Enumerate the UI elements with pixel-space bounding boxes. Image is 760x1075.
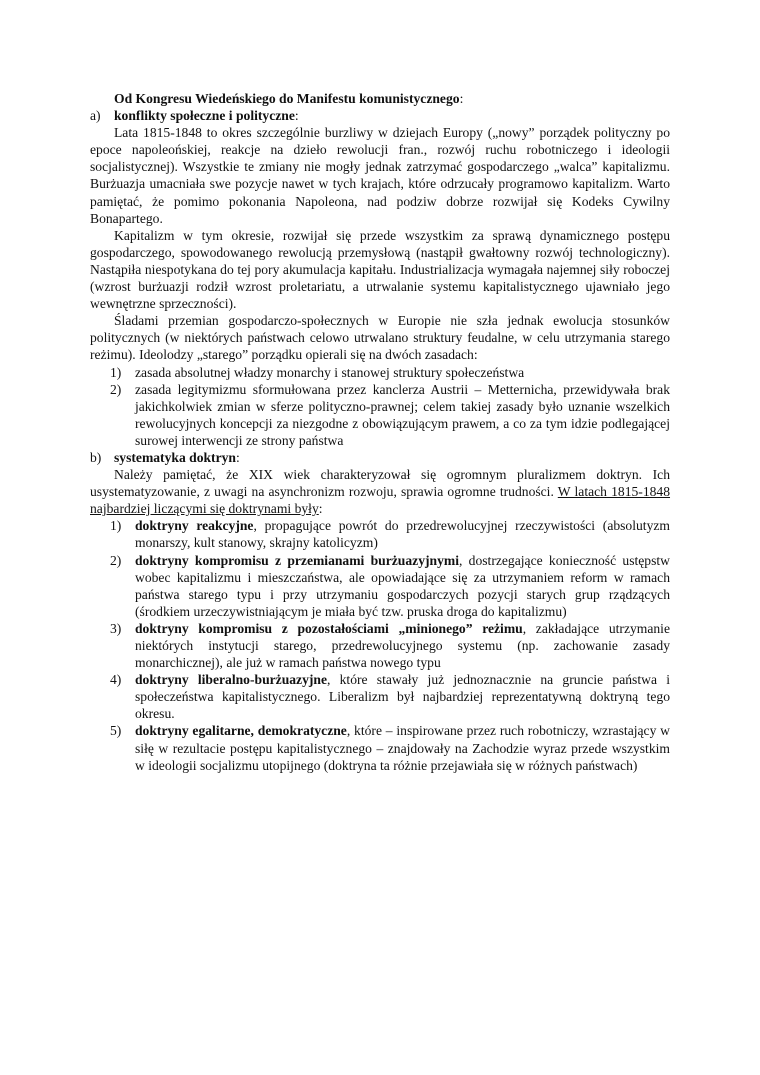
list-number: 2) bbox=[110, 381, 122, 397]
doctrine-name: doktryny egalitarne, demokratyczne bbox=[135, 723, 347, 739]
list-number: 3) bbox=[110, 620, 122, 636]
list-number: 1) bbox=[110, 364, 122, 380]
paragraph: Kapitalizm w tym okresie, rozwijał się przede wszystkim za sprawą dynamicznego postępu gospodarczego, spowodowanego rewolucją przemysłową (nastąpił gwałtowny rozwój technologiczny). Nastąpiła niespotykana do tej pory akumulacja kapitału. Industrializacja wymagała najemnej siły roboczej (wzrost burżuazji rodził wzrost proletariatu, a utrwalanie systemu kapitalistycznego ujawniało jego wewnętrzne sprzeczności). bbox=[90, 227, 670, 312]
list-item bbox=[90, 517, 670, 551]
list-number: 5) bbox=[110, 723, 122, 739]
list-number: 4) bbox=[110, 672, 122, 688]
list-text: doktryny liberalno-burżuazyjne, które stawały już jednoznacznie na gruncie państwa i społeczeństwa kapitalistycznego. Liberalizm był najbardziej reprezentatywną doktryną tego okresu. bbox=[135, 672, 670, 722]
doctrine-name: doktryny liberalno-burżuazyjne bbox=[135, 672, 327, 688]
section-heading: systematyka doktryn bbox=[114, 449, 236, 465]
section-b-heading: b) systematyka doktryn: bbox=[90, 449, 240, 465]
doctrines-list bbox=[90, 517, 670, 773]
list-text: doktryny kompromisu z pozostałościami „minionego” reżimu, zakładające utrzymanie niektórych instytucji starego, przedrewolucyjnego systemu (np. zachowanie zasady monarchicznej), ale już w ramach państwa nowego typu bbox=[135, 620, 670, 671]
section-heading: konflikty społeczne i polityczne bbox=[114, 108, 295, 124]
paragraph: Lata 1815-1848 to okres szczególnie burzliwy w dziejach Europy („nowy” porządek polityczny po epoce napoleońskiej, reakcje na dzieło rewolucji fran., rozwój ruchu robotniczego i ideologii socjalistycznej). Wszystkie te zmiany nie mogły jednak zatrzymać gospodarczego „walca” kapitalizmu. Burżuazja umacniała swe pozycje nawet w tych krajach, które odrzucały programowo kapitalizm. Warto pamiętać, że pomimo pokonania Napoleona, nad podziw dobrze rozwijał się Kodeks Cywilny Bonapartego. bbox=[90, 125, 670, 226]
document-title: Od Kongresu Wiedeńskiego do Manifestu komunistycznego: bbox=[114, 91, 464, 106]
underlined-text: W latach 1815-1848 najbardziej liczącymi się doktrynami były bbox=[90, 484, 671, 517]
list-item bbox=[90, 620, 670, 671]
list-number: 2) bbox=[110, 552, 122, 568]
list-text: doktryny egalitarne, demokratyczne, które – inspirowane przez ruch robotniczy, wzrastający w siłę w rezultacie postępu kapitalistycznego – znajdowały na Zachodzie wyraz przede wszystkim w ideologii socjalizmu utopijnego (doktryna ta różnie przejawiała się w różnych państwach) bbox=[135, 723, 670, 773]
paragraph: Śladami przemian gospodarczo-społecznych w Europie nie szła jednak ewolucja stosunków politycznych (w niektórych państwach celowo utrwalano struktury feudalne, w celu utrzymania starego reżimu). Ideolodzy „starego” porządku opierali się na dwóch zasadach: bbox=[90, 313, 670, 363]
section-marker: b) bbox=[90, 449, 102, 465]
list-item bbox=[90, 722, 670, 773]
list-item bbox=[90, 381, 670, 449]
list-item bbox=[90, 552, 670, 620]
list-item bbox=[90, 364, 670, 381]
list-text: doktryny reakcyjne, propagujące powrót do przedrewolucyjnej rzeczywistości (absolutyzm monarszy, kult stanowy, skrajny katolicyzm) bbox=[135, 518, 670, 551]
list-text: zasada legitymizmu sformułowana przez kanclerza Austrii – Metternicha, przewidywała brak jakichkolwiek zmian w sferze polityczno-prawnej; celem takiej zasady było uznanie wszelkich rewolucyjnych koncepcji za niezgodne z obowiązującym prawem, a co za tym idzie podlegającej surowej interwencji ze strony państwa bbox=[135, 381, 670, 448]
list-number: 1) bbox=[110, 518, 122, 534]
doctrine-name: doktryny reakcyjne bbox=[135, 518, 254, 534]
principles-list bbox=[90, 364, 670, 449]
list-item bbox=[90, 671, 670, 722]
list-text: zasada absolutnej władzy monarchy i stanowej struktury społeczeństwa bbox=[135, 364, 525, 380]
section-marker: a) bbox=[90, 108, 101, 124]
document-page bbox=[90, 90, 670, 774]
doctrine-name: doktryny kompromisu z przemianami burżuazyjnymi bbox=[135, 552, 459, 568]
list-text: doktryny kompromisu z przemianami burżuazyjnymi, dostrzegające konieczność ustępstw wobec kapitalizmu i mieszczaństwa, ale opowiadające się za utrzymaniem reform w ramach państwa starego typu i przy utrzymaniu gospodarczych pozycji starych grup rządzących (środkiem urzeczywistniającym je miała być tzw. pruska droga do kapitalizmu) bbox=[135, 552, 670, 619]
doctrine-name: doktryny kompromisu z pozostałościami „minionego” reżimu bbox=[135, 620, 523, 636]
paragraph: Należy pamiętać, że XIX wiek charakteryzował się ogromnym pluralizmem doktryn. Ich usystematyzowanie, z uwagi na asynchronizm rozwoju, sprawia ogromne trudności. W latach 1815-1848 najbardziej liczącymi się doktrynami były: bbox=[90, 467, 671, 517]
section-a-heading: a) konflikty społeczne i polityczne: bbox=[90, 108, 299, 124]
